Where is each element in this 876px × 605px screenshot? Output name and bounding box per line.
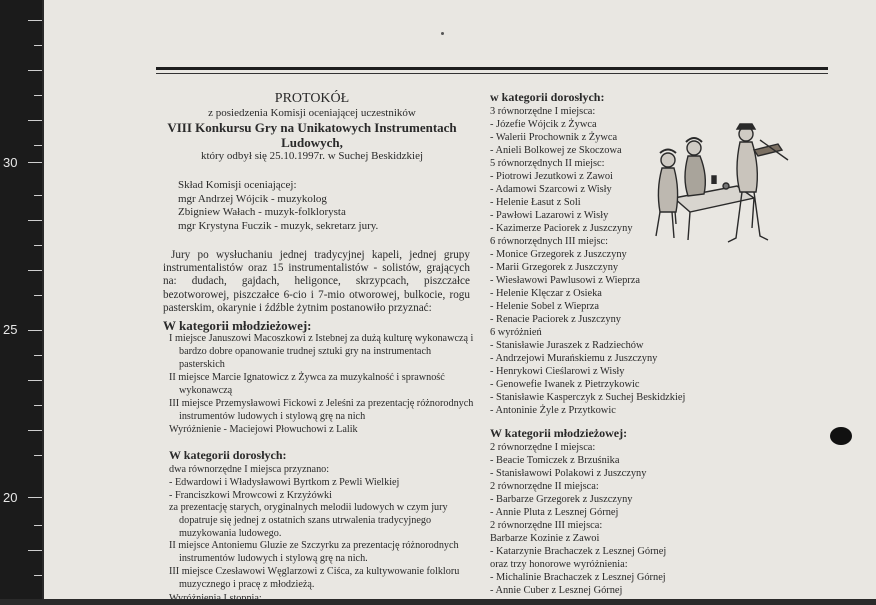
list-item: - Henrykowi Cieślarowi z Wisły: [490, 366, 625, 377]
committee-member: mgr Andrzej Wójcik - muzykolog: [178, 193, 327, 205]
list-item: - Genowefie Iwanek z Pietrzykowic: [490, 379, 640, 390]
committee-heading: Skład Komisji oceniającej:: [178, 179, 297, 191]
adults-category-heading: W kategorii dorosłych:: [169, 448, 287, 462]
ruler-label-20: 20: [3, 490, 18, 505]
ruler-label-25: 25: [3, 322, 18, 337]
list-item: - Helenie Klęczar z Osieka: [490, 288, 602, 299]
list-item: - Renacie Paciorek z Juszczyny: [490, 314, 621, 325]
list-item: 2 równorzędne II miejsca:: [490, 481, 599, 492]
list-item: - Wiesławowi Pawlusowi z Wieprza: [490, 275, 640, 286]
list-item: - Marii Grzegorek z Juszczyny: [490, 262, 619, 273]
list-item: 5 równorzędnych II miejsc:: [490, 158, 605, 169]
header-rule-thick: [156, 67, 828, 70]
list-item: - Barbarze Grzegorek z Juszczyny: [490, 494, 633, 505]
header-rule-thin: [156, 73, 828, 74]
folk-musicians-illustration: [642, 120, 792, 250]
ink-blot: [830, 427, 852, 445]
list-item: 3 równorzędne I miejsca:: [490, 106, 596, 117]
list-item: - Monice Grzegorek z Juszczyny: [490, 249, 627, 260]
list-item: - Walerii Prochownik z Żywca: [490, 132, 618, 143]
list-item: 6 wyróżnień: [490, 327, 542, 338]
protocol-subtitle: z posiedzenia Komisji oceniającej uczestników: [208, 107, 416, 119]
contest-date-line: który odbył się 25.10.1997r. w Suchej Beskidzkiej: [200, 150, 424, 162]
list-item: - Helenie Sobel z Wieprza: [490, 301, 600, 312]
list-item: Barbarze Kozinie z Zawoi: [490, 533, 600, 544]
committee-member: Zbigniew Wałach - muzyk-folklorysta: [178, 206, 346, 218]
list-item: - Michalinie Brachaczek z Lesznej Górnej: [490, 572, 666, 583]
list-item: oraz trzy honorowe wyróżnienia:: [490, 559, 628, 570]
youth-place-1: I miejsce Januszowi Macoszkowi z Istebnej za dużą kulturę wykonawczą i bardzo dobre opanowanie trudnej sztuki gry na instrumentach pasterskich: [169, 333, 474, 370]
adults-line: za prezentację starych, oryginalnych melodii ludowych w czym jury dopatruje się jednej z ostatnich szans utrwalenia tradycyjnego muzykowania ludowego.: [169, 502, 448, 539]
adults-right-heading: w kategorii dorosłych:: [490, 90, 605, 104]
list-item: - Andrzejowi Murańskiemu z Juszczyny: [490, 353, 658, 364]
list-item: - Stanisławie Juraszek z Radziechów: [490, 340, 644, 351]
adults-line: III miejsce Czesławowi Węglarzowi z Ciśca, za kultywowanie folkloru muzycznego i pracę z młodzieżą.: [169, 566, 460, 590]
ruler-label-30: 30: [3, 155, 18, 170]
list-item: - Katarzynie Brachaczek z Lesznej Górnej: [490, 546, 667, 557]
list-item: - Anieli Bolkowej ze Skoczowa: [490, 145, 622, 156]
adults-line: Wyróżnienia I stopnia:: [169, 593, 262, 604]
contest-name-line2: Ludowych,: [281, 135, 343, 150]
youth-place-2: II miejsce Marcie Ignatowicz z Żywca za muzykalność i sprawność wykonawczą: [169, 372, 445, 396]
list-item: - Piotrowi Jezutkowi z Zawoi: [490, 171, 613, 182]
committee-member: mgr Krystyna Fuczik - muzyk, sekretarz jury.: [178, 220, 379, 232]
adults-line: - Edwardowi i Władysławowi Byrtkom z Pewli Wielkiej: [169, 477, 400, 488]
youth-right-heading: W kategorii młodzieżowej:: [490, 426, 628, 440]
list-item: - Helenie Łasut z Soli: [490, 197, 581, 208]
list-item: - Kazimerze Paciorek z Juszczyny: [490, 223, 633, 234]
list-item: - Pawłowi Lazarowi z Wisły: [490, 210, 609, 221]
list-item: - Beacie Tomiczek z Brzuśnika: [490, 455, 620, 466]
contest-name-line1: VIII Konkursu Gry na Unikatowych Instrumentach: [167, 120, 457, 135]
list-item: - Stanisławowi Polakowi z Juszczyny: [490, 468, 647, 479]
protocol-title: PROTOKÓŁ: [274, 91, 350, 106]
measurement-ruler: [0, 0, 42, 599]
intro-paragraph: Jury po wysłuchaniu jednej tradycyjnej kapeli, jednej grupy instrumentalistów oraz 15 instrumentalistów - solistów, grających na: dudach, gajdach, heligonce, skrzypcach, piszczałce bezotworowej, piszczałce 6-cio i 7-mio otworowej, bulkocie, rogu pasterskim, okarynie i źdźble żytnim postanowiło przyznać:: [163, 249, 470, 314]
adults-line: II miejsce Antoniemu Gluzie ze Szczyrku za prezentację różnorodnych instrumentów ludowych i stylową grę na nich.: [169, 540, 459, 564]
adults-line: - Franciszkowi Mrowcowi z Krzyżówki: [169, 490, 332, 501]
list-item: - Annie Cuber z Lesznej Górnej: [490, 585, 623, 596]
list-item: - Józefie Wójcik z Żywca: [490, 119, 597, 130]
adults-line: dwa równorzędne I miejsca przyznano:: [169, 464, 330, 475]
list-item: - Adamowi Szarcowi z Wisły: [490, 184, 612, 195]
list-item: 6 równorzędnych III miejsc:: [490, 236, 609, 247]
youth-category-heading: W kategorii młodzieżowej:: [163, 318, 312, 333]
ink-speck: [441, 32, 444, 35]
youth-place-3: III miejsce Przemysławowi Fickowi z Jeleśni za prezentację różnorodnych instrumentów ludowych i stylową grę na nich: [169, 398, 474, 422]
list-item: 2 równorzędne III miejsca:: [490, 520, 603, 531]
list-item: - Antoninie Żyle z Przytkowic: [490, 405, 616, 416]
list-item: - Stanisławie Kasperczyk z Suchej Beskidzkiej: [490, 392, 686, 403]
list-item: - Annie Pluta z Lesznej Górnej: [490, 507, 619, 518]
list-item: 2 równorzędne I miejsca:: [490, 442, 596, 453]
youth-distinction: Wyróżnienie - Maciejowi Płowuchowi z Lalik: [169, 424, 358, 435]
